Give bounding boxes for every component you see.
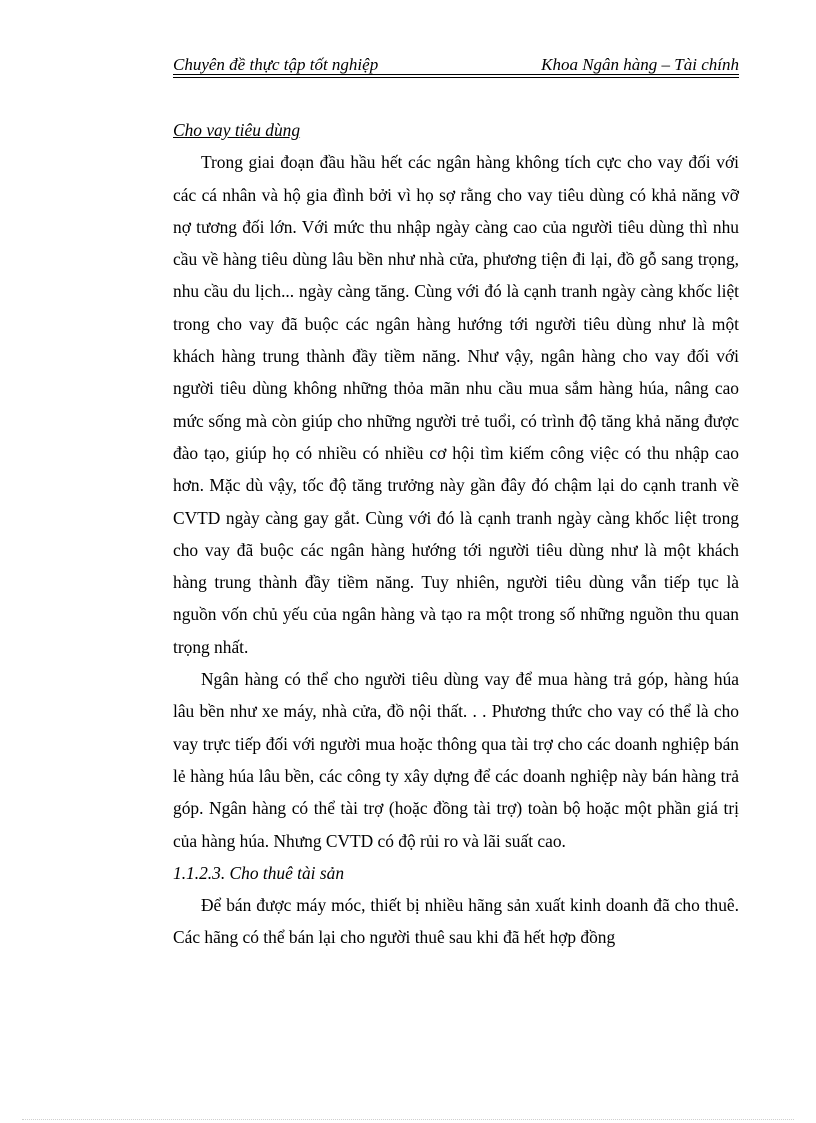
header-right-title: Khoa Ngân hàng – Tài chính [541,55,739,74]
subheading-consumer-loans: Cho vay tiêu dùng [173,120,301,140]
page-header [173,54,739,76]
paragraph: Để bán được máy móc, thiết bị nhiều hãng sản xuất kinh doanh đã cho thuê. Các hãng có thể bán lại cho người thuê sau khi đã hết hợp đồng [173,895,739,948]
paragraph: Trong giai đoạn đầu hầu hết các ngân hàng không tích cực cho vay đối với các cá nhân và hộ gia đình bởi vì họ sợ rằng cho vay tiêu dùng có khả năng vỡ nợ tương đối lớn. Với mức thu nhập ngày càng cao của người tiêu dùng thì nhu cầu về hàng tiêu dùng lâu bền như nhà cửa, phương tiện đi lại, đồ gỗ sang trọng, nhu cầu du lịch... ngày càng tăng. Cùng với đó là cạnh tranh ngày càng khốc liệt trong cho vay đã buộc các ngân hàng hướng tới người tiêu dùng như là một khách hàng trung thành đầy tiềm năng. Như vậy, ngân hàng cho vay đối với người tiêu dùng không những thỏa mãn nhu cầu mua sắm hàng húa, nâng cao mức sống mà còn giúp cho những người trẻ tuổi, có trình độ tăng khả năng được đào tạo, giúp họ có nhiều có nhiều cơ hội tìm kiếm công việc có thu nhập cao hơn. Mặc dù vậy, tốc độ tăng trưởng này gần đây đó chậm lại do cạnh tranh về CVTD ngày càng gay gắt. Cùng với đó là cạnh tranh ngày càng khốc liệt trong cho vay đã buộc các ngân hàng hướng tới người tiêu dùng như là một khách hàng trung thành đầy tiềm năng. Tuy nhiên, người tiêu dùng vẫn tiếp tục là nguồn vốn chủ yếu của ngân hàng và tạo ra một trong số những nguồn thu quan trọng nhất. [173,152,739,657]
header-double-rule [173,74,739,78]
header-left-title: Chuyên đề thực tập tốt nghiệp [173,55,379,74]
document-body [173,114,739,954]
paragraph: Ngân hàng có thể cho người tiêu dùng vay để mua hàng trả góp, hàng húa lâu bền như xe máy, nhà cửa, đồ nội thất. . . Phương thức cho vay có thể là cho vay trực tiếp đối với người mua hoặc thông qua tài trợ cho các doanh nghiệp bán lẻ hàng húa lâu bền, các công ty xây dựng để các doanh nghiệp này bán hàng trả góp. Ngân hàng có thể tài trợ (hoặc đồng tài trợ) toàn bộ hoặc một phần giá trị của hàng húa. Nhưng CVTD có độ rủi ro và lãi suất cao. [173,669,739,851]
page-bottom-divider [22,1119,794,1120]
section-heading: 1.1.2.3. Cho thuê tài sản [173,862,345,883]
